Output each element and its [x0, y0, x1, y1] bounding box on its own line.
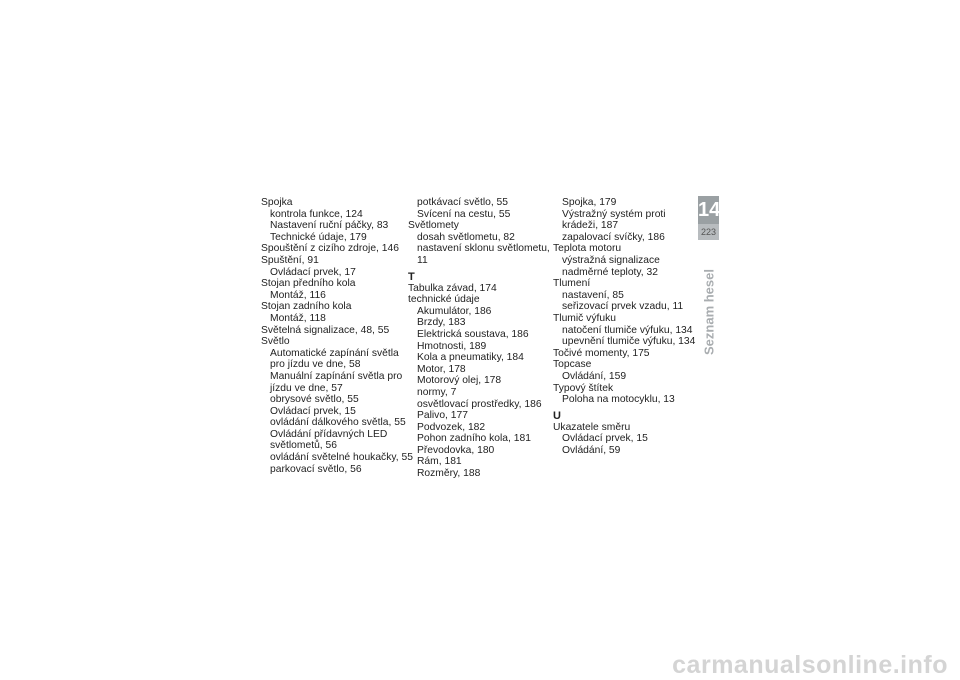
index-entry: Montáž, 116: [270, 289, 326, 301]
index-entry: výstražná signalizace nadměrné teploty, 32: [562, 254, 660, 278]
index-entry: Ovládací prvek, 15: [270, 405, 356, 417]
index-entry: seřizovací prvek vzadu, 11: [562, 301, 684, 313]
index-entry: Poloha na motocyklu, 13: [562, 394, 675, 406]
index-entry: ovládání dálkového světla, 55: [270, 417, 406, 429]
index-entry: Ovládání, 159: [562, 370, 627, 382]
index-entry: Brzdy, 183: [417, 317, 466, 329]
index-entry: Stojan zadního kola: [261, 301, 352, 313]
index-entry: Tabulka závad, 174: [408, 282, 497, 294]
index-entry: Ovládání přídavných LED světlometů, 56: [270, 428, 388, 452]
index-letter: T: [408, 270, 415, 283]
index-entry: Nastavení ruční páčky, 83: [270, 220, 389, 232]
index-entry: Ovládání, 59: [562, 444, 621, 456]
index-entry: dosah světlometu, 82: [417, 231, 515, 243]
index-entry: Ovládací prvek, 17: [270, 266, 356, 278]
index-entry: Rozměry, 188: [417, 468, 481, 480]
index-entry: Kola a pneumatiky, 184: [417, 352, 524, 364]
page-number: 223: [698, 224, 719, 240]
index-entry: Svícení na cestu, 55: [417, 208, 511, 220]
index-entry: Podvozek, 182: [417, 421, 486, 433]
index-entry: Hmotnosti, 189: [417, 340, 487, 352]
index-letter: U: [553, 409, 561, 422]
index-entry: kontrola funkce, 124: [270, 208, 363, 220]
index-entry: Spouštění z cizího zdroje, 146: [261, 243, 399, 255]
index-entry: Ukazatele směru: [553, 421, 631, 433]
index-entry: Manuální zapínání světla pro jízdu ve dne, 57: [270, 370, 403, 394]
index-entry: Tlumič výfuku: [553, 312, 616, 324]
index-entry: normy, 7: [417, 386, 457, 398]
chapter-number: 14: [698, 196, 719, 224]
watermark: carmanualsonline.info: [672, 651, 948, 679]
index-entry: Výstražný systém proti krádeži, 187: [562, 208, 666, 232]
index-entry: Ovládací prvek, 15: [562, 433, 648, 445]
index-entry: ovládání světelné houkačky, 55: [270, 452, 413, 464]
index-entry: Světlomety: [408, 220, 459, 232]
index-entry: Stojan předního kola: [261, 278, 356, 290]
index-entry: Převodovka, 180: [417, 444, 495, 456]
index-entry: obrysové světlo, 55: [270, 394, 359, 406]
chapter-title: Seznam hesel: [701, 269, 717, 355]
index-entry: Akumulátor, 186: [417, 305, 492, 317]
index-entry: parkovací světlo, 56: [270, 463, 362, 475]
index-entry: Motor, 178: [417, 363, 466, 375]
index-entry: technické údaje: [408, 294, 480, 306]
index-column-3: [553, 197, 703, 456]
index-entry: Topcase: [553, 359, 592, 371]
index-entry: Motorový olej, 178: [417, 375, 502, 387]
index-entry: Rám, 181: [417, 456, 462, 468]
index-column-2: [408, 197, 558, 480]
index-entry: osvětlovací prostředky, 186: [417, 398, 542, 410]
index-column-1: [261, 197, 411, 475]
index-entry: Montáž, 118: [270, 312, 326, 324]
index-entry: Světlo: [261, 336, 290, 348]
index-entry: Elektrická soustava, 186: [417, 328, 529, 340]
index-entry: nastavení sklonu světlometu, 11: [417, 243, 550, 266]
index-entry: Technické údaje, 179: [270, 231, 367, 243]
index-entry: Spojka: [261, 197, 293, 208]
index-entry: potkávací světlo, 55: [417, 197, 509, 208]
index-entry: Světelná signalizace, 48, 55: [261, 324, 390, 336]
index-entry: nastavení, 85: [562, 289, 624, 301]
index-entry: natočení tlumiče výfuku, 134: [562, 324, 693, 336]
index-entry: Točivé momenty, 175: [553, 347, 650, 359]
index-entry: upevnění tlumiče výfuku, 134: [562, 336, 696, 348]
index-entry: Teplota motoru: [553, 243, 622, 255]
index-entry: Spojka, 179: [562, 197, 617, 208]
index-entry: Pohon zadního kola, 181: [417, 433, 531, 445]
index-entry: Typový štítek: [553, 382, 614, 394]
index-entry: Automatické zapínání světla pro jízdu ve dne, 58: [270, 347, 399, 371]
index-entry: zapalovací svíčky, 186: [562, 231, 665, 243]
index-entry: Spuštění, 91: [261, 254, 319, 266]
chapter-tab: [698, 196, 719, 240]
index-entry: Tlumení: [553, 278, 591, 290]
index-entry: Palivo, 177: [417, 410, 468, 422]
